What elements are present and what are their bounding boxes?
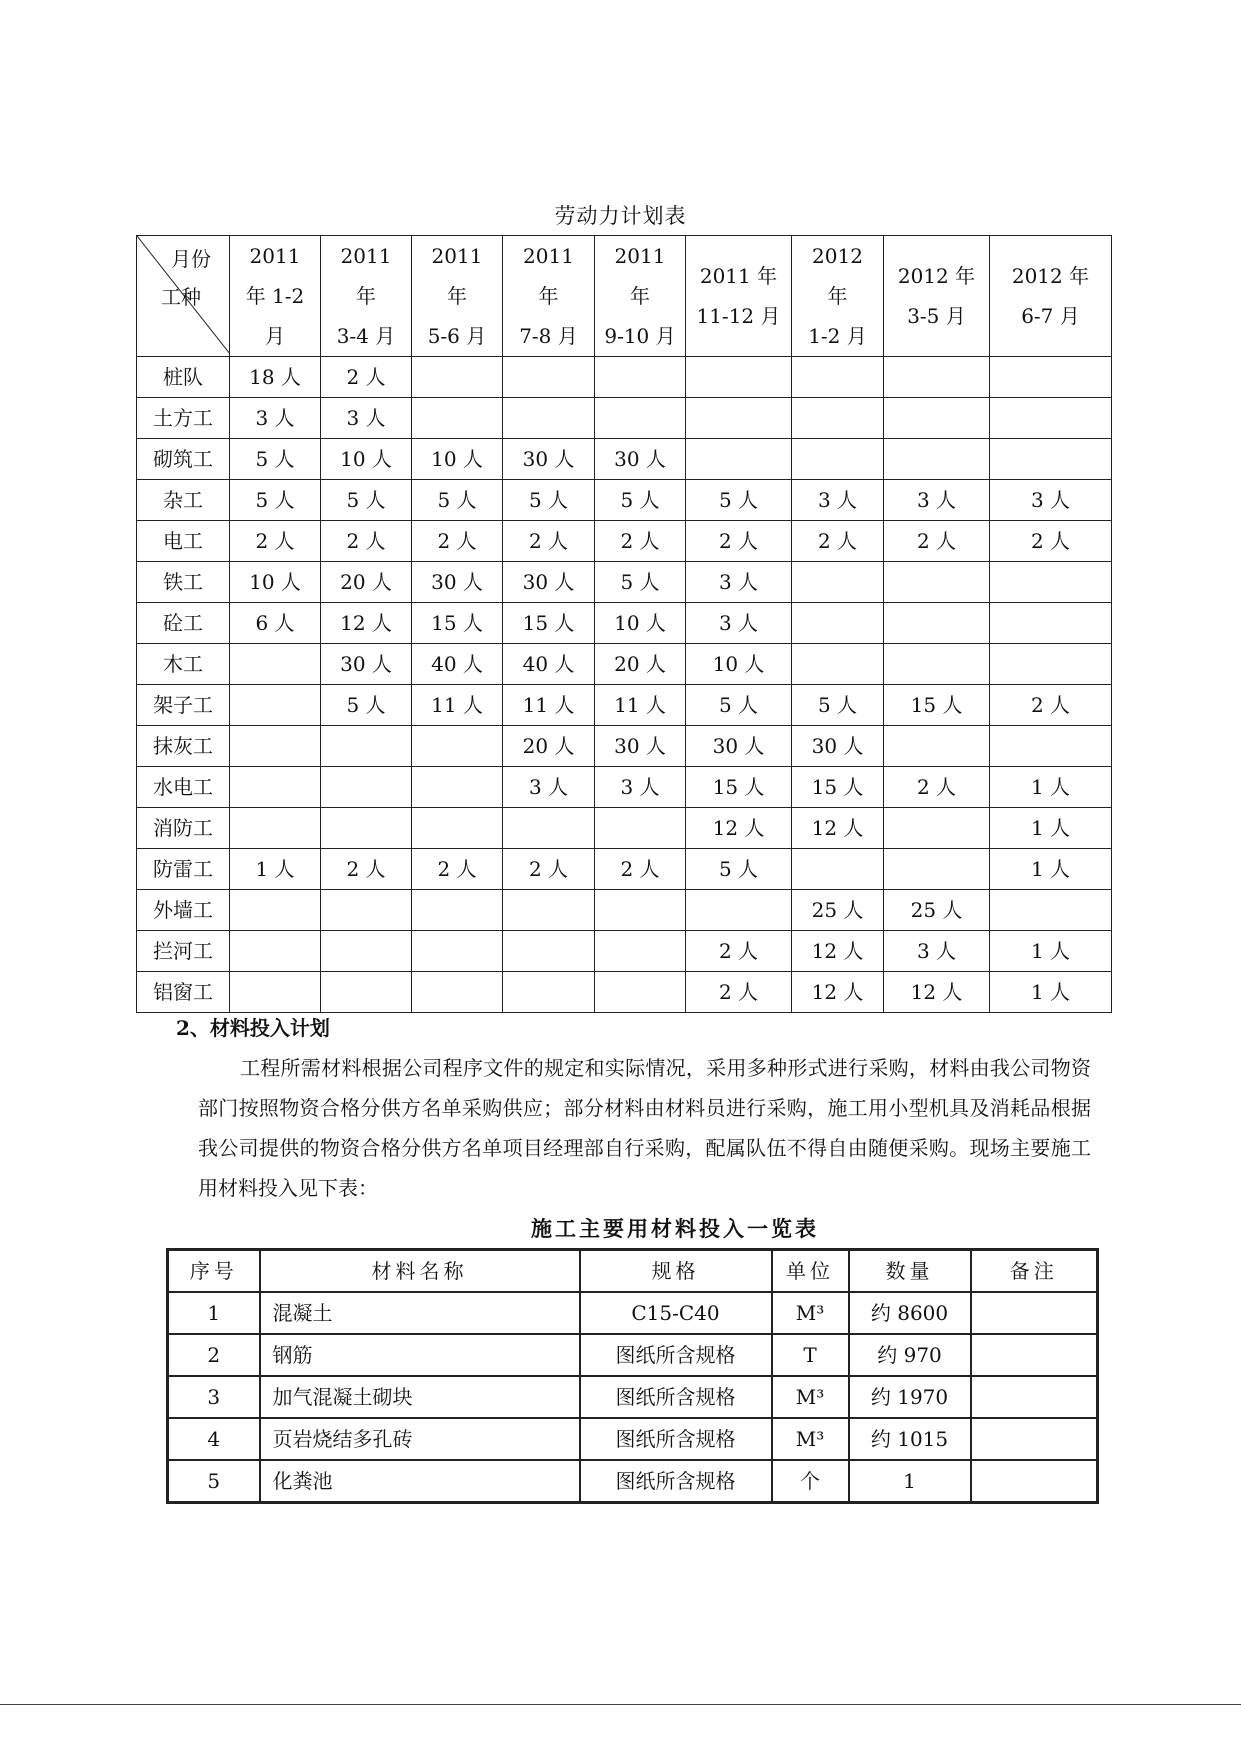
labor-count-cell: 3 人 xyxy=(686,603,792,644)
material-unit-cell: M³ xyxy=(772,1376,849,1418)
period-header-4 xyxy=(503,236,595,357)
labor-count-cell: 3 人 xyxy=(792,480,884,521)
labor-count-cell xyxy=(990,398,1112,439)
material-spec-cell: 图纸所含规格 xyxy=(580,1460,772,1503)
labor-count-cell xyxy=(884,849,990,890)
material-unit-cell: T xyxy=(772,1334,849,1376)
materials-header-cell: 备注 xyxy=(971,1250,1098,1293)
labor-count-cell xyxy=(503,398,595,439)
materials-header-cell: 材料名称 xyxy=(260,1250,580,1293)
worker-type-cell: 防雷工 xyxy=(137,849,230,890)
labor-row xyxy=(137,603,1112,644)
labor-count-cell xyxy=(686,398,792,439)
labor-count-cell: 5 人 xyxy=(686,849,792,890)
labor-count-cell xyxy=(884,603,990,644)
period-header-line: 2011 xyxy=(523,244,574,268)
material-note-cell xyxy=(971,1418,1098,1460)
labor-count-cell: 5 人 xyxy=(321,480,412,521)
material-name-cell: 化粪池 xyxy=(260,1460,580,1503)
labor-count-cell: 3 人 xyxy=(686,562,792,603)
material-qty-cell: 约 970 xyxy=(849,1334,971,1376)
body-paragraph: 工程所需材料根据公司程序文件的规定和实际情况，采用多种形式进行采购，材料由我公司物资部门按照物资合格分供方名单采购供应；部分材料由材料员进行采购，施工用小型机具及消耗品根据我公司提供的物资合格分供方名单项目经理部自行采购，配属队伍不得自由随便采购。现场主要施工用材料投入见下表： xyxy=(198,1056,1091,1200)
period-header-6 xyxy=(686,236,792,357)
corner-month-label: 月份 xyxy=(171,247,211,271)
labor-count-cell: 2 人 xyxy=(686,931,792,972)
labor-count-cell: 5 人 xyxy=(595,480,686,521)
labor-count-cell: 30 人 xyxy=(792,726,884,767)
labor-count-cell xyxy=(686,357,792,398)
labor-count-cell: 2 人 xyxy=(230,521,321,562)
labor-count-cell xyxy=(686,439,792,480)
materials-header-cell: 单位 xyxy=(772,1250,849,1293)
labor-count-cell: 30 人 xyxy=(686,726,792,767)
labor-count-cell xyxy=(792,849,884,890)
labor-count-cell: 30 人 xyxy=(503,562,595,603)
labor-count-cell: 2 人 xyxy=(884,521,990,562)
labor-count-cell: 15 人 xyxy=(503,603,595,644)
worker-type-cell: 铝窗工 xyxy=(137,972,230,1013)
labor-count-cell: 11 人 xyxy=(595,685,686,726)
labor-count-cell xyxy=(321,767,412,808)
labor-count-cell: 20 人 xyxy=(595,644,686,685)
labor-row xyxy=(137,562,1112,603)
period-header-line: 11-12 月 xyxy=(696,304,781,328)
labor-count-cell: 1 人 xyxy=(990,931,1112,972)
period-header-line: 1-2 月 xyxy=(808,324,867,348)
labor-row xyxy=(137,767,1112,808)
labor-row xyxy=(137,931,1112,972)
material-note-cell xyxy=(971,1376,1098,1418)
material-name-cell: 混凝土 xyxy=(260,1292,580,1334)
material-qty-cell: 约 1015 xyxy=(849,1418,971,1460)
material-spec-cell: C15-C40 xyxy=(580,1292,772,1334)
materials-header-row xyxy=(168,1250,1098,1293)
labor-count-cell: 2 人 xyxy=(686,521,792,562)
labor-count-cell xyxy=(884,439,990,480)
period-header-5 xyxy=(595,236,686,357)
period-header-line: 年 xyxy=(447,284,467,308)
labor-count-cell: 2 人 xyxy=(503,849,595,890)
labor-plan-table xyxy=(136,235,1112,1013)
labor-count-cell xyxy=(595,890,686,931)
labor-count-cell: 2 人 xyxy=(686,972,792,1013)
labor-header-row xyxy=(137,236,1112,357)
materials-row xyxy=(168,1460,1098,1503)
labor-count-cell: 12 人 xyxy=(884,972,990,1013)
labor-count-cell xyxy=(321,726,412,767)
labor-count-cell xyxy=(503,972,595,1013)
labor-count-cell: 5 人 xyxy=(503,480,595,521)
materials-row xyxy=(168,1334,1098,1376)
labor-count-cell: 2 人 xyxy=(412,849,503,890)
period-header-line: 2012 年 xyxy=(1011,264,1090,288)
labor-count-cell: 10 人 xyxy=(321,439,412,480)
labor-count-cell xyxy=(990,562,1112,603)
period-header-line: 2011 xyxy=(431,244,483,268)
material-unit-cell: M³ xyxy=(772,1292,849,1334)
labor-count-cell: 3 人 xyxy=(990,480,1112,521)
labor-count-cell xyxy=(884,562,990,603)
material-note-cell xyxy=(971,1460,1098,1503)
labor-count-cell xyxy=(412,357,503,398)
period-header-7 xyxy=(792,236,884,357)
labor-count-cell: 11 人 xyxy=(412,685,503,726)
labor-count-cell xyxy=(230,767,321,808)
materials-header-cell: 数量 xyxy=(849,1250,971,1293)
labor-count-cell xyxy=(412,808,503,849)
labor-count-cell xyxy=(990,357,1112,398)
labor-count-cell xyxy=(792,398,884,439)
labor-count-cell: 5 人 xyxy=(412,480,503,521)
labor-row xyxy=(137,890,1112,931)
labor-count-cell xyxy=(990,439,1112,480)
labor-count-cell: 1 人 xyxy=(990,808,1112,849)
labor-count-cell: 5 人 xyxy=(230,439,321,480)
labor-count-cell: 30 人 xyxy=(595,726,686,767)
labor-count-cell: 15 人 xyxy=(412,603,503,644)
labor-count-cell xyxy=(595,357,686,398)
labor-count-cell: 12 人 xyxy=(792,808,884,849)
labor-count-cell: 40 人 xyxy=(503,644,595,685)
period-header-3 xyxy=(412,236,503,357)
labor-count-cell: 2 人 xyxy=(503,521,595,562)
period-header-line: 2012 年 xyxy=(897,264,976,288)
labor-count-cell: 5 人 xyxy=(321,685,412,726)
labor-count-cell: 15 人 xyxy=(686,767,792,808)
materials-header-cell: 序号 xyxy=(168,1250,260,1293)
worker-type-cell: 砼工 xyxy=(137,603,230,644)
labor-count-cell xyxy=(595,931,686,972)
labor-count-cell xyxy=(792,439,884,480)
period-header-line: 2011 xyxy=(249,244,301,268)
labor-count-cell: 10 人 xyxy=(595,603,686,644)
labor-row xyxy=(137,398,1112,439)
labor-count-cell xyxy=(503,808,595,849)
labor-count-cell: 1 人 xyxy=(230,849,321,890)
worker-type-cell: 木工 xyxy=(137,644,230,685)
period-header-line: 年 xyxy=(827,284,848,308)
labor-count-cell xyxy=(595,398,686,439)
period-header-line: 2011 年 xyxy=(699,264,778,288)
labor-count-cell xyxy=(990,890,1112,931)
worker-type-cell: 砌筑工 xyxy=(137,439,230,480)
labor-count-cell: 3 人 xyxy=(230,398,321,439)
labor-count-cell: 30 人 xyxy=(321,644,412,685)
period-header-line: 2011 xyxy=(614,244,666,268)
material-spec-cell: 图纸所含规格 xyxy=(580,1376,772,1418)
period-header-line: 年 1-2 xyxy=(245,284,305,308)
labor-count-cell xyxy=(230,808,321,849)
labor-count-cell: 11 人 xyxy=(503,685,595,726)
labor-count-cell: 20 人 xyxy=(321,562,412,603)
labor-count-cell xyxy=(321,890,412,931)
labor-count-cell: 20 人 xyxy=(503,726,595,767)
labor-count-cell xyxy=(412,972,503,1013)
labor-count-cell: 12 人 xyxy=(792,972,884,1013)
labor-count-cell: 5 人 xyxy=(686,685,792,726)
labor-count-cell xyxy=(792,644,884,685)
period-header-line: 3-4 月 xyxy=(336,324,396,348)
labor-row xyxy=(137,357,1112,398)
materials-table-title: 施工主要用材料投入一览表 xyxy=(531,1216,819,1241)
period-header-line: 6-7 月 xyxy=(1021,304,1080,328)
worker-type-cell: 抹灰工 xyxy=(137,726,230,767)
material-unit-cell: M³ xyxy=(772,1418,849,1460)
labor-table-body xyxy=(137,357,1112,1013)
worker-type-cell: 桩队 xyxy=(137,357,230,398)
labor-count-cell: 3 人 xyxy=(884,931,990,972)
labor-count-cell xyxy=(884,726,990,767)
labor-count-cell xyxy=(503,931,595,972)
labor-count-cell: 12 人 xyxy=(792,931,884,972)
material-no-cell: 5 xyxy=(168,1460,260,1503)
labor-count-cell: 12 人 xyxy=(321,603,412,644)
labor-count-cell xyxy=(230,931,321,972)
labor-count-cell: 5 人 xyxy=(686,480,792,521)
period-header-line: 2012 xyxy=(812,244,863,268)
worker-type-cell: 杂工 xyxy=(137,480,230,521)
period-header-line: 2011 xyxy=(340,244,392,268)
labor-row xyxy=(137,439,1112,480)
period-header-line: 月 xyxy=(265,324,285,348)
period-header-line: 5-6 月 xyxy=(427,324,487,348)
labor-count-cell: 2 人 xyxy=(990,685,1112,726)
labor-count-cell: 25 人 xyxy=(884,890,990,931)
material-qty-cell: 约 1970 xyxy=(849,1376,971,1418)
labor-count-cell xyxy=(412,767,503,808)
labor-count-cell xyxy=(792,562,884,603)
labor-count-cell: 6 人 xyxy=(230,603,321,644)
labor-count-cell xyxy=(230,685,321,726)
footer-rule xyxy=(0,1704,1241,1705)
labor-table-title: 劳动力计划表 xyxy=(554,204,687,228)
labor-count-cell xyxy=(884,357,990,398)
material-no-cell: 4 xyxy=(168,1418,260,1460)
labor-count-cell: 5 人 xyxy=(595,562,686,603)
labor-count-cell: 1 人 xyxy=(990,849,1112,890)
material-spec-cell: 图纸所含规格 xyxy=(580,1334,772,1376)
labor-count-cell xyxy=(412,398,503,439)
materials-table-body xyxy=(168,1292,1098,1503)
material-no-cell: 3 xyxy=(168,1376,260,1418)
labor-count-cell: 3 人 xyxy=(884,480,990,521)
worker-type-cell: 外墙工 xyxy=(137,890,230,931)
labor-count-cell: 15 人 xyxy=(884,685,990,726)
period-header-9 xyxy=(990,236,1112,357)
labor-count-cell xyxy=(503,890,595,931)
labor-count-cell: 5 人 xyxy=(230,480,321,521)
labor-count-cell: 2 人 xyxy=(884,767,990,808)
labor-count-cell xyxy=(230,972,321,1013)
labor-count-cell: 2 人 xyxy=(412,521,503,562)
period-header-line: 7-8 月 xyxy=(519,324,578,348)
material-no-cell: 1 xyxy=(168,1292,260,1334)
labor-count-cell: 30 人 xyxy=(503,439,595,480)
labor-count-cell: 3 人 xyxy=(595,767,686,808)
labor-count-cell: 2 人 xyxy=(321,521,412,562)
labor-count-cell: 2 人 xyxy=(792,521,884,562)
labor-count-cell xyxy=(990,603,1112,644)
labor-count-cell xyxy=(884,398,990,439)
labor-row xyxy=(137,644,1112,685)
labor-count-cell: 3 人 xyxy=(503,767,595,808)
period-header-line: 9-10 月 xyxy=(604,324,676,348)
corner-header-cell xyxy=(137,236,230,357)
material-unit-cell: 个 xyxy=(772,1460,849,1503)
labor-count-cell: 2 人 xyxy=(321,849,412,890)
labor-count-cell: 5 人 xyxy=(792,685,884,726)
labor-count-cell xyxy=(321,931,412,972)
labor-row xyxy=(137,521,1112,562)
material-note-cell xyxy=(971,1292,1098,1334)
labor-count-cell xyxy=(595,808,686,849)
labor-count-cell: 2 人 xyxy=(990,521,1112,562)
labor-count-cell xyxy=(321,808,412,849)
period-header-line: 年 xyxy=(356,284,376,308)
labor-count-cell: 10 人 xyxy=(230,562,321,603)
material-qty-cell: 1 xyxy=(849,1460,971,1503)
labor-count-cell: 12 人 xyxy=(686,808,792,849)
labor-count-cell xyxy=(230,890,321,931)
labor-count-cell: 10 人 xyxy=(686,644,792,685)
labor-count-cell: 15 人 xyxy=(792,767,884,808)
period-header-2 xyxy=(321,236,412,357)
period-header-line: 年 xyxy=(630,284,650,308)
labor-count-cell: 2 人 xyxy=(595,521,686,562)
labor-count-cell xyxy=(686,890,792,931)
material-no-cell: 2 xyxy=(168,1334,260,1376)
labor-count-cell xyxy=(412,931,503,972)
material-name-cell: 钢筋 xyxy=(260,1334,580,1376)
labor-row xyxy=(137,808,1112,849)
labor-count-cell xyxy=(792,603,884,644)
period-header-line: 3-5 月 xyxy=(907,304,966,328)
corner-type-label: 工种 xyxy=(161,285,201,309)
labor-row xyxy=(137,972,1112,1013)
labor-row xyxy=(137,849,1112,890)
period-header-1 xyxy=(230,236,321,357)
labor-count-cell: 1 人 xyxy=(990,972,1112,1013)
worker-type-cell: 铁工 xyxy=(137,562,230,603)
labor-count-cell: 3 人 xyxy=(321,398,412,439)
period-header-line: 年 xyxy=(538,284,559,308)
labor-count-cell xyxy=(412,890,503,931)
labor-count-cell: 10 人 xyxy=(412,439,503,480)
material-note-cell xyxy=(971,1334,1098,1376)
materials-table xyxy=(166,1248,1099,1504)
material-qty-cell: 约 8600 xyxy=(849,1292,971,1334)
labor-count-cell: 25 人 xyxy=(792,890,884,931)
labor-count-cell: 2 人 xyxy=(595,849,686,890)
worker-type-cell: 电工 xyxy=(137,521,230,562)
labor-row xyxy=(137,685,1112,726)
materials-row xyxy=(168,1418,1098,1460)
labor-count-cell xyxy=(230,726,321,767)
labor-count-cell xyxy=(412,726,503,767)
worker-type-cell: 水电工 xyxy=(137,767,230,808)
materials-row xyxy=(168,1292,1098,1334)
labor-count-cell: 2 人 xyxy=(321,357,412,398)
labor-count-cell xyxy=(321,972,412,1013)
labor-count-cell: 40 人 xyxy=(412,644,503,685)
worker-type-cell: 消防工 xyxy=(137,808,230,849)
labor-row xyxy=(137,726,1112,767)
material-name-cell: 页岩烧结多孔砖 xyxy=(260,1418,580,1460)
labor-count-cell xyxy=(792,357,884,398)
worker-type-cell: 拦河工 xyxy=(137,931,230,972)
material-spec-cell: 图纸所含规格 xyxy=(580,1418,772,1460)
labor-row xyxy=(137,480,1112,521)
materials-header-cell: 规格 xyxy=(580,1250,772,1293)
labor-count-cell xyxy=(990,644,1112,685)
labor-count-cell xyxy=(990,726,1112,767)
labor-count-cell xyxy=(503,357,595,398)
labor-count-cell: 30 人 xyxy=(412,562,503,603)
labor-count-cell: 1 人 xyxy=(990,767,1112,808)
labor-count-cell xyxy=(230,644,321,685)
labor-count-cell xyxy=(595,972,686,1013)
materials-row xyxy=(168,1376,1098,1418)
labor-count-cell: 30 人 xyxy=(595,439,686,480)
worker-type-cell: 土方工 xyxy=(137,398,230,439)
labor-count-cell xyxy=(884,644,990,685)
labor-count-cell xyxy=(884,808,990,849)
material-name-cell: 加气混凝土砌块 xyxy=(260,1376,580,1418)
worker-type-cell: 架子工 xyxy=(137,685,230,726)
labor-count-cell: 18 人 xyxy=(230,357,321,398)
period-header-8 xyxy=(884,236,990,357)
section-heading: 2、材料投入计划 xyxy=(176,1016,330,1040)
